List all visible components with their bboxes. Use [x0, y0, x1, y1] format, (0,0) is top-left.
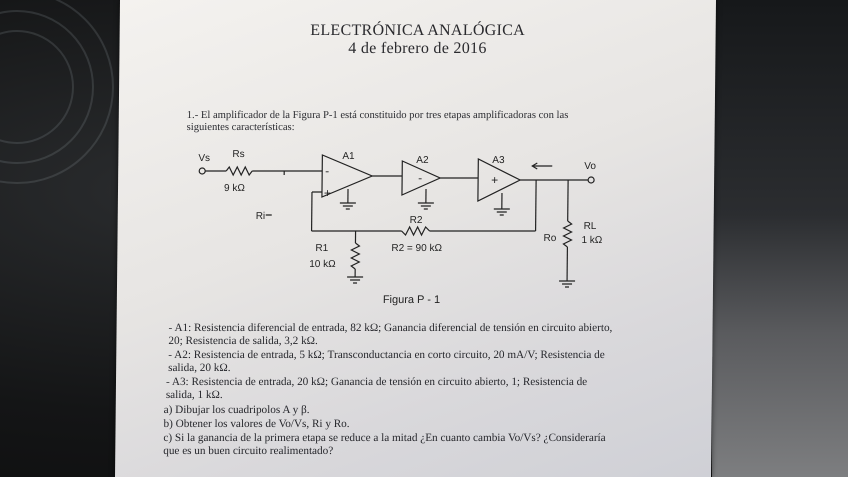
spec-a3-line-2: salida, 1 kΩ.: [165, 389, 223, 401]
spec-a2-line-1: - A2: Resistencia de entrada, 5 kΩ; Transconductancia en corto circuito, 20 mA/V; Resistencia de: [168, 349, 605, 361]
figure-caption: Figura P - 1: [382, 294, 441, 306]
vs-terminal: [199, 168, 205, 174]
background-right: [712, 0, 848, 477]
background-arc: [0, 0, 114, 184]
spec-a2-line-2: salida, 20 kΩ.: [168, 362, 231, 374]
question-c-line-2: que es un buen circuito realimentado?: [163, 445, 334, 457]
a3-plus-sign: +: [491, 173, 499, 187]
rs-label: Rs: [232, 149, 245, 160]
r2-resistor: [402, 227, 430, 235]
a1-plus-sign: +: [323, 186, 332, 200]
a1-label: A1: [342, 151, 355, 162]
problem-statement-line-1: 1.- El amplificador de la Figura P-1 está constituido por tres etapas amplificadoras con las: [186, 110, 569, 121]
exam-sheet: [115, 0, 716, 477]
spec-a1-line-2: 20; Resistencia de salida, 3,2 kΩ.: [168, 335, 318, 347]
ri-label: Ri: [255, 211, 266, 222]
rl-value: 1 kΩ: [581, 235, 603, 246]
r1-label: R1: [315, 243, 329, 254]
a2-label: A2: [416, 155, 429, 166]
exam-title: ELECTRÓNICA ANALÓGICA: [310, 22, 526, 39]
rl-label: RL: [583, 221, 597, 232]
spec-a3-line-1: - A3: Resistencia de entrada, 20 kΩ; Ganancia de tensión en circuito abierto, 1; Resistencia de: [165, 376, 588, 388]
question-a: a) Dibujar los cuadripolos A y β.: [163, 404, 310, 416]
exam-date: 4 de febrero de 2016: [348, 40, 487, 57]
r2-value: R2 = 90 kΩ: [391, 243, 443, 254]
circuit-diagram: [187, 145, 629, 310]
vo-label: Vo: [584, 161, 597, 172]
rs-resistor: [226, 167, 252, 175]
r1-value: 10 kΩ: [309, 259, 336, 270]
vo-terminal: [588, 177, 594, 183]
question-c-line-1: c) Si la ganancia de la primera etapa se reduce a la mitad ¿En cuanto cambia Vo/Vs? ¿Consideraría: [163, 432, 606, 444]
question-b: b) Obtener los valores de Vo/Vs, Ri y Ro.: [163, 418, 350, 430]
vs-label: Vs: [198, 153, 211, 164]
ro-label: Ro: [543, 233, 557, 244]
rl-resistor: [563, 221, 571, 247]
r1-resistor: [351, 243, 359, 269]
a3-label: A3: [492, 155, 505, 166]
a2-minus-sign: -: [418, 171, 423, 185]
r2-label: R2: [409, 215, 423, 226]
rs-value: 9 kΩ: [223, 183, 245, 194]
spec-a1-line-1: - A1: Resistencia diferencial de entrada, 82 kΩ; Ganancia diferencial de tensión en circuito abierto,: [168, 322, 613, 334]
problem-statement-line-2: siguientes características:: [186, 122, 295, 133]
a1-minus-sign: -: [325, 164, 330, 178]
